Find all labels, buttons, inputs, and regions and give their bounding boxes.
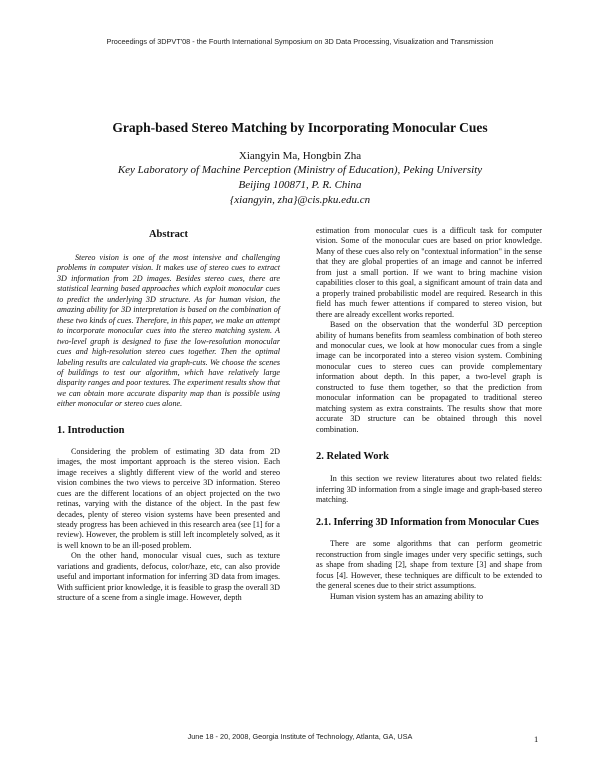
affiliation-city: Beijing 100871, P. R. China — [238, 179, 362, 191]
page-number: 1 — [534, 734, 539, 744]
intro-paragraph-4: Based on the observation that the wonderful 3D perception ability of humans benefits from seamless combination of both stereo and monocular cues, we look at how monocular cues from a single image can be incorporated into a stereo vision system. Combining monocular cues to stereo cues can provide complementary information about depth. In this paper, a two-level graph is constructed to fuse them together, so that the prediction from monocular information can be propagated to traditional stereo matching system as extra constraints. The results show that more accurate 3D structure can be obtained through this novel combination. — [316, 320, 542, 434]
left-column — [57, 225, 280, 604]
intro-paragraph-3: estimation from monocular cues is a difficult task for computer vision. Some of the monocular cues are based on prior knowledge. Many of these cues also rely on "contextual information" in the sense that they are global properties of an image and cannot be inferred from just a small portion. If we want to bring machine vision capabilities closer to this goal, a significant amount of train data and a properly trained probabilistic model are required. Research in this field has much fewer attentions if compared to stereo vision, but there are already excellent works reported. — [316, 226, 542, 319]
right-column — [316, 226, 542, 602]
subsection-heading-monocular: 2.1. Inferring 3D Information from Monocular Cues — [316, 517, 539, 529]
footer-text: June 18 - 20, 2008, Georgia Institute of Technology, Atlanta, GA, USA — [187, 732, 413, 741]
related-paragraph-1: In this section we review literatures about two related fields: inferring 3D information from a single image and graph-based stereo matching. — [316, 474, 542, 504]
abstract-heading: Abstract — [148, 229, 189, 240]
related-paragraph-2: There are some algorithms that can perform geometric reconstruction from single images under very specific settings, such as shape from shading [2], shape from texture [3] and shape from focus [4]. However, these techniques are difficult to be extended to the general scenes due to their strict assumptions. — [316, 539, 542, 591]
affiliation-email: {xiangyin, zha}@cis.pku.edu.cn — [229, 194, 371, 206]
related-paragraph-3: Human vision system has an amazing ability to — [330, 591, 484, 601]
affiliation — [0, 163, 600, 208]
running-header: Proceedings of 3DPVT'08 - the Fourth International Symposium on 3D Data Processing, Visualization and Transmission — [106, 37, 494, 46]
author-list: Xiangyin Ma, Hongbin Zha — [238, 150, 362, 162]
paper-title: Graph-based Stereo Matching by Incorporating Monocular Cues — [112, 120, 488, 135]
affiliation-lab: Key Laboratory of Machine Perception (Ministry of Education), Peking University — [117, 164, 483, 176]
intro-paragraph-1: Considering the problem of estimating 3D data from 2D images, the most important approach is the stereo vision. Each image receives a slightly different view of the world and stereo vision combines the two views to perceive 3D information. Stereo cues are the different locations of an object projected on the two retinas, varying with the distance of the object. In the past few decades, plenty of stereo vision systems have been presented and steady progress has been achieved in this research area (see [1] for a review). However, the problem is still left incompletely solved, as it is well known to be an ill-posed problem. — [57, 446, 280, 550]
section-heading-introduction: 1. Introduction — [57, 424, 125, 436]
intro-paragraph-2: On the other hand, monocular visual cues, such as texture variations and gradients, defocus, color/haze, etc, can also provide useful and important information for inferring 3D data from images. With sufficient prior knowledge, it is feasible to grasp the overall 3D structure of a scene from a single image. However, depth — [57, 551, 280, 603]
abstract-text: Stereo vision is one of the most intensive and challenging problems in computer vision. It makes use of stereo cues to extract 3D information from 2D images. Besides stereo cues, there are statistical learning based approaches which exploit monocular cues to predict the underlying 3D structure. As for human vision, the amazing ability for 3D interpretation is based on the combination of these two kinds of cues. Therefore, in this paper, we make an attempt to incorporate monocular cues into the stereo matching system. A two-level graph is designed to fuse the low-resolution monocular cues and high-resolution stereo cues together. Then the optimal labeling results are calculated via graph-cuts. We choose the scenes of buildings to test our algorithm, which have relatively large disparity ranges and poor textures. The experiment results show that we can obtain more accurate disparity map than is possible using either monocular or stereo cues alone. — [57, 253, 280, 409]
section-heading-related-work: 2. Related Work — [316, 451, 390, 463]
